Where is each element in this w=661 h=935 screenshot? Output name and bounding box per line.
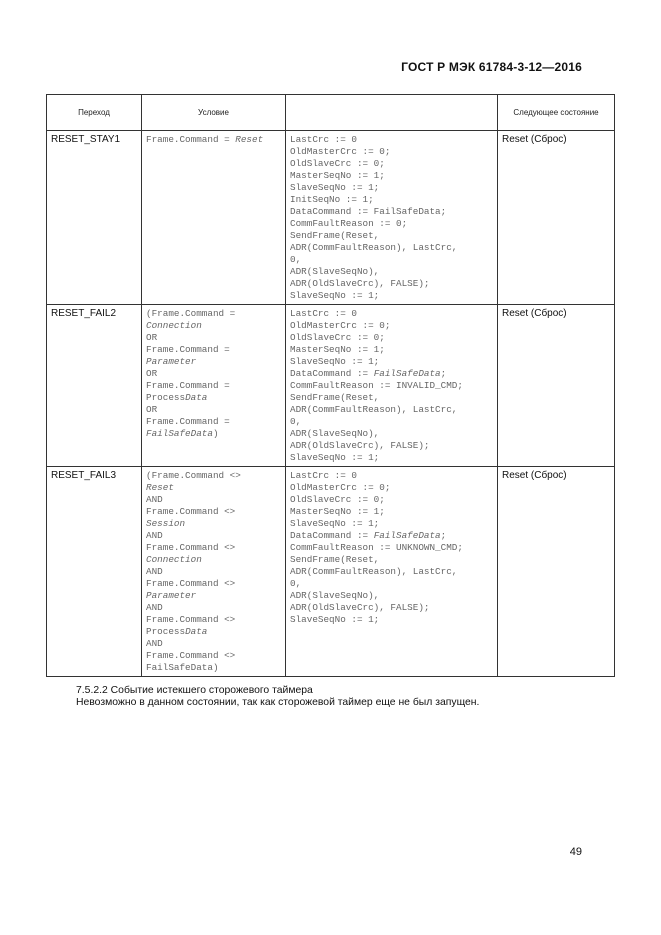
code-line: SlaveSeqNo := 1; [290, 356, 380, 367]
code-line: OldSlaveCrc := 0; [290, 158, 385, 169]
code-line: SlaveSeqNo := 1; [290, 452, 380, 463]
code-line: Frame.Command <> [146, 542, 236, 553]
code-line: ADR(OldSlaveCrc), FALSE); [290, 440, 430, 451]
code-line: FailSafeData) [146, 428, 219, 439]
code-line: ProcessData [146, 626, 208, 637]
code-line: OldMasterCrc := 0; [290, 146, 391, 157]
action-cell [286, 131, 498, 305]
code-line: CommFaultReason := UNKNOWN_CMD; [290, 542, 463, 553]
code-line: CommFaultReason := INVALID_CMD; [290, 380, 463, 391]
code-line: ProcessData [146, 392, 208, 403]
code-line: ADR(OldSlaveCrc), FALSE); [290, 602, 430, 613]
code-line: Session [146, 518, 186, 529]
code-line: 0, [290, 578, 302, 589]
code-line: AND [146, 638, 163, 649]
code-line: 0, [290, 416, 302, 427]
code-line: (Frame.Command <> [146, 470, 241, 481]
code-line: DataCommand := FailSafeData; [290, 530, 447, 541]
next-state: Reset (Сброс) [498, 305, 615, 467]
column-header-condition: Условие [142, 95, 286, 131]
code-line: ADR(CommFaultReason), LastCrc, [290, 242, 458, 253]
table-row [47, 305, 615, 467]
code-line: Frame.Command = [146, 380, 230, 391]
code-line: Frame.Command <> [146, 578, 236, 589]
code-line: MasterSeqNo := 1; [290, 506, 385, 517]
code-line: DataCommand := FailSafeData; [290, 368, 447, 379]
condition-cell [142, 131, 286, 305]
code-line: InitSeqNo := 1; [290, 194, 374, 205]
code-line: Parameter [146, 590, 197, 601]
transition-name: RESET_STAY1 [47, 131, 142, 305]
transition-table [46, 94, 615, 677]
code-line: SlaveSeqNo := 1; [290, 182, 380, 193]
code-line: FailSafeData) [146, 662, 219, 673]
code-line: LastCrc := 0 [290, 470, 357, 481]
next-state: Reset (Сброс) [498, 131, 615, 305]
code-line: ADR(SlaveSeqNo), [290, 266, 380, 277]
code-line: Connection [146, 554, 202, 565]
action-cell [286, 467, 498, 677]
code-line: OR [146, 368, 158, 379]
transition-name: RESET_FAIL3 [47, 467, 142, 677]
code-line: SendFrame(Reset, [290, 554, 380, 565]
code-line: SlaveSeqNo := 1; [290, 290, 380, 301]
column-header-transition: Переход [47, 95, 142, 131]
condition-cell [142, 467, 286, 677]
code-line: Frame.Command = Reset [146, 134, 264, 145]
column-header-next-state: Следующее состояние [498, 95, 615, 131]
code-line: Frame.Command = [146, 416, 230, 427]
table-row [47, 467, 615, 677]
code-line: OldSlaveCrc := 0; [290, 332, 385, 343]
code-line: MasterSeqNo := 1; [290, 170, 385, 181]
next-state: Reset (Сброс) [498, 467, 615, 677]
section-body: Невозможно в данном состоянии, так как сторожевой таймер еще не был запущен. [76, 697, 480, 708]
transition-name: RESET_FAIL2 [47, 305, 142, 467]
code-line: LastCrc := 0 [290, 308, 357, 319]
action-cell [286, 305, 498, 467]
code-line: MasterSeqNo := 1; [290, 344, 385, 355]
code-line: ADR(CommFaultReason), LastCrc, [290, 566, 458, 577]
code-line: OR [146, 404, 158, 415]
code-line: SlaveSeqNo := 1; [290, 614, 380, 625]
column-header-action [286, 95, 498, 131]
code-line: OldMasterCrc := 0; [290, 482, 391, 493]
document-header: ГОСТ Р МЭК 61784-3-12—2016 [401, 60, 582, 74]
code-line: AND [146, 602, 163, 613]
code-line: OldSlaveCrc := 0; [290, 494, 385, 505]
code-line: AND [146, 530, 163, 541]
code-line: DataCommand := FailSafeData; [290, 206, 447, 217]
code-line: Frame.Command <> [146, 506, 236, 517]
code-line: CommFaultReason := 0; [290, 218, 408, 229]
code-line: Frame.Command = [146, 344, 230, 355]
code-line: Frame.Command <> [146, 650, 236, 661]
section-heading: 7.5.2.2 Событие истекшего сторожевого таймера [76, 685, 313, 696]
code-line: ADR(CommFaultReason), LastCrc, [290, 404, 458, 415]
code-line: SlaveSeqNo := 1; [290, 518, 380, 529]
code-line: 0, [290, 254, 302, 265]
code-line: AND [146, 566, 163, 577]
page-number: 49 [569, 846, 582, 858]
code-line: LastCrc := 0 [290, 134, 357, 145]
code-line: AND [146, 494, 163, 505]
code-line: Connection [146, 320, 202, 331]
table-header-row [47, 95, 615, 131]
code-line: OldMasterCrc := 0; [290, 320, 391, 331]
code-line: ADR(OldSlaveCrc), FALSE); [290, 278, 430, 289]
table-row [47, 131, 615, 305]
code-line: Parameter [146, 356, 197, 367]
code-line: ADR(SlaveSeqNo), [290, 428, 380, 439]
code-line: ADR(SlaveSeqNo), [290, 590, 380, 601]
code-line: Reset [146, 482, 174, 493]
condition-cell [142, 305, 286, 467]
code-line: (Frame.Command = [146, 308, 236, 319]
code-line: SendFrame(Reset, [290, 392, 380, 403]
code-line: Frame.Command <> [146, 614, 236, 625]
code-line: SendFrame(Reset, [290, 230, 380, 241]
code-line: OR [146, 332, 158, 343]
